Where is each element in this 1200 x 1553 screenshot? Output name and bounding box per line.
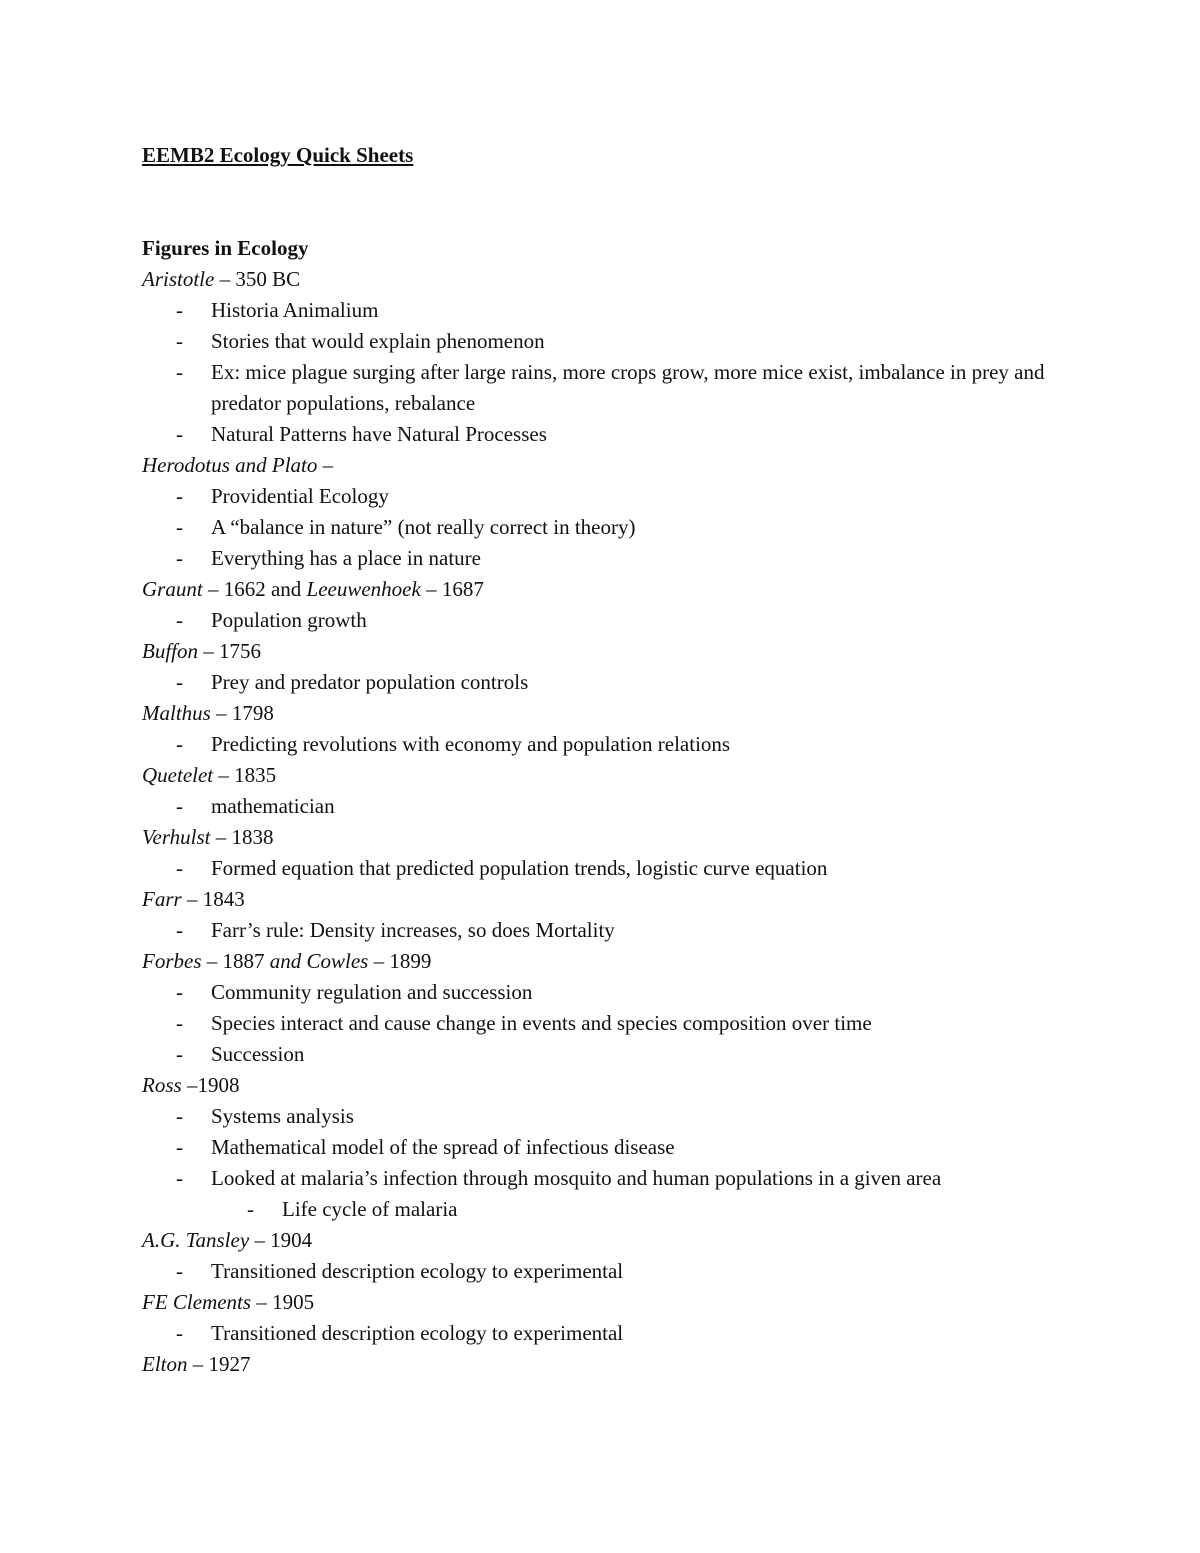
figure-entry: [142, 574, 1082, 636]
bullet-text: Succession: [211, 1042, 305, 1066]
dash-marker: -: [176, 1259, 183, 1283]
figure-date: – 1756: [198, 639, 261, 663]
dash-marker: -: [176, 546, 183, 570]
bullet-item: [142, 667, 1082, 698]
bullet-list: [142, 667, 1082, 698]
bullet-list: [142, 481, 1082, 574]
figure-name: Quetelet: [142, 763, 214, 787]
bullet-item: [142, 1318, 1082, 1349]
figure-date: – 1843: [181, 887, 245, 911]
figure-entry: [142, 1287, 1082, 1349]
bullet-item: [142, 853, 1082, 884]
figure-name: Forbes: [142, 949, 202, 973]
figure-line: [142, 822, 1082, 853]
dash-marker: -: [176, 298, 183, 322]
dash-marker: -: [247, 1197, 254, 1221]
figure-name: FE Clements: [142, 1290, 252, 1314]
document-body: [142, 233, 1082, 1380]
figure-line: [142, 1225, 1082, 1256]
figure-entry: [142, 698, 1082, 760]
figure-date: –: [317, 453, 334, 477]
bullet-list: [142, 1318, 1082, 1349]
figure-line: [142, 450, 1082, 481]
figure-line: [142, 946, 1082, 977]
figure-entry: [142, 884, 1082, 946]
section-heading: Figures in Ecology: [142, 236, 309, 260]
bullet-item: [142, 543, 1082, 574]
bullet-list: [142, 791, 1082, 822]
figure-name: A.G. Tansley: [142, 1228, 250, 1252]
dash-marker: -: [176, 856, 183, 880]
dash-marker: -: [176, 1135, 183, 1159]
figure-line: [142, 636, 1082, 667]
dash-marker: -: [176, 1104, 183, 1128]
bullet-text: Everything has a place in nature: [211, 546, 481, 570]
figure-line: [142, 698, 1082, 729]
bullet-item: [142, 481, 1082, 512]
bullet-list: [142, 729, 1082, 760]
figure-entry: [142, 1225, 1082, 1287]
bullet-item: [142, 977, 1082, 1008]
figure-entry: [142, 946, 1082, 1070]
bullet-item: [142, 1132, 1082, 1163]
figure-name: Aristotle: [142, 267, 215, 291]
bullet-list: [142, 915, 1082, 946]
bullet-list: [142, 853, 1082, 884]
dash-marker: -: [176, 608, 183, 632]
figure-name: Ross: [142, 1073, 182, 1097]
sub-bullet-item: [142, 1194, 1082, 1225]
bullet-list: [142, 605, 1082, 636]
figure-date-second: – 1687: [420, 577, 484, 601]
figure-line: [142, 1349, 1082, 1380]
figure-entry: [142, 760, 1082, 822]
figure-name-second: Leeuwenhoek: [306, 577, 421, 601]
bullet-list: [142, 1256, 1082, 1287]
dash-marker: -: [176, 670, 183, 694]
bullet-item: [142, 1163, 1082, 1194]
bullet-list: [142, 977, 1082, 1070]
bullet-item: [142, 1039, 1082, 1070]
figure-entry: [142, 636, 1082, 698]
figure-date: – 1798: [210, 701, 274, 725]
bullet-text: Farr’s rule: Density increases, so does Mortality: [211, 918, 615, 942]
figure-date: – 1904: [249, 1228, 313, 1252]
figure-entry: [142, 450, 1082, 574]
dash-marker: -: [176, 1011, 183, 1035]
figure-entry: [142, 822, 1082, 884]
dash-marker: -: [176, 732, 183, 756]
dash-marker: -: [176, 1321, 183, 1345]
bullet-item: [142, 605, 1082, 636]
dash-marker: -: [176, 360, 183, 384]
dash-marker: -: [176, 1042, 183, 1066]
dash-marker: -: [176, 980, 183, 1004]
document-title: EEMB2 Ecology Quick Sheets: [142, 143, 414, 167]
figure-date: –1908: [181, 1073, 240, 1097]
figure-date-second: – 1899: [368, 949, 432, 973]
figure-date: – 1905: [251, 1290, 315, 1314]
figure-name: Farr: [142, 887, 182, 911]
figure-date: – 1662 and: [202, 577, 307, 601]
dash-marker: -: [176, 515, 183, 539]
bullet-text: Natural Patterns have Natural Processes: [211, 422, 547, 446]
dash-marker: -: [176, 329, 183, 353]
bullet-item: [142, 915, 1082, 946]
bullet-item: [142, 1101, 1082, 1132]
figure-name: Malthus: [142, 701, 211, 725]
bullet-text: Mathematical model of the spread of infectious disease: [211, 1135, 675, 1159]
bullet-text: Species interact and cause change in events and species composition over time: [211, 1011, 872, 1035]
figure-line: [142, 574, 1082, 605]
bullet-text: Predicting revolutions with economy and population relations: [211, 732, 731, 756]
bullet-text: Providential Ecology: [211, 484, 389, 508]
figure-name: Buffon: [142, 639, 198, 663]
bullet-item: [142, 1256, 1082, 1287]
figure-entry: [142, 1349, 1082, 1380]
dash-marker: -: [176, 1166, 183, 1190]
bullet-text: Population growth: [211, 608, 367, 632]
dash-marker: -: [176, 794, 183, 818]
bullet-item: [142, 791, 1082, 822]
figure-line: [142, 1287, 1082, 1318]
figure-date: – 1835: [213, 763, 277, 787]
figure-line: [142, 884, 1082, 915]
figure-date: – 350 BC: [214, 267, 301, 291]
bullet-item: [142, 357, 1082, 419]
figure-entry: [142, 264, 1082, 450]
bullet-text: Community regulation and succession: [211, 980, 533, 1004]
dash-marker: -: [176, 918, 183, 942]
bullet-list: [142, 1101, 1082, 1194]
dash-marker: -: [176, 422, 183, 446]
bullet-item: [142, 512, 1082, 543]
figure-name: Elton: [142, 1352, 188, 1376]
dash-marker: -: [176, 484, 183, 508]
figure-date: – 1927: [187, 1352, 251, 1376]
figure-line: [142, 264, 1082, 295]
figure-name: Verhulst: [142, 825, 211, 849]
bullet-text: Historia Animalium: [211, 298, 379, 322]
sub-bullet-list: [142, 1194, 1082, 1225]
bullet-text: Looked at malaria’s infection through mosquito and human populations in a given area: [211, 1166, 942, 1190]
bullet-item: [142, 326, 1082, 357]
figure-date: – 1887: [201, 949, 270, 973]
bullet-text: mathematician: [211, 794, 335, 818]
bullet-text: Transitioned description ecology to experimental: [211, 1259, 624, 1283]
bullet-text: Stories that would explain phenomenon: [211, 329, 545, 353]
bullet-item: [142, 1008, 1082, 1039]
figure-line: [142, 1070, 1082, 1101]
bullet-text: Prey and predator population controls: [211, 670, 529, 694]
bullet-text: Formed equation that predicted population trends, logistic curve equation: [211, 856, 828, 880]
bullet-item: [142, 295, 1082, 326]
figure-name: Herodotus and Plato: [142, 453, 318, 477]
figure-line: [142, 760, 1082, 791]
bullet-list: [142, 295, 1082, 450]
bullet-text: Systems analysis: [211, 1104, 354, 1128]
figure-name-second: and Cowles: [269, 949, 369, 973]
bullet-text: Life cycle of malaria: [282, 1197, 458, 1221]
bullet-text: Transitioned description ecology to experimental: [211, 1321, 624, 1345]
bullet-item: [142, 729, 1082, 760]
figure-name: Graunt: [142, 577, 203, 601]
bullet-text: A “balance in nature” (not really correct in theory): [211, 515, 636, 539]
figure-date: – 1838: [210, 825, 274, 849]
figure-entry: [142, 1070, 1082, 1225]
bullet-item: [142, 419, 1082, 450]
bullet-text: Ex: mice plague surging after large rains, more crops grow, more mice exist, imbalance in prey and predator populations, rebalance: [211, 360, 1045, 415]
